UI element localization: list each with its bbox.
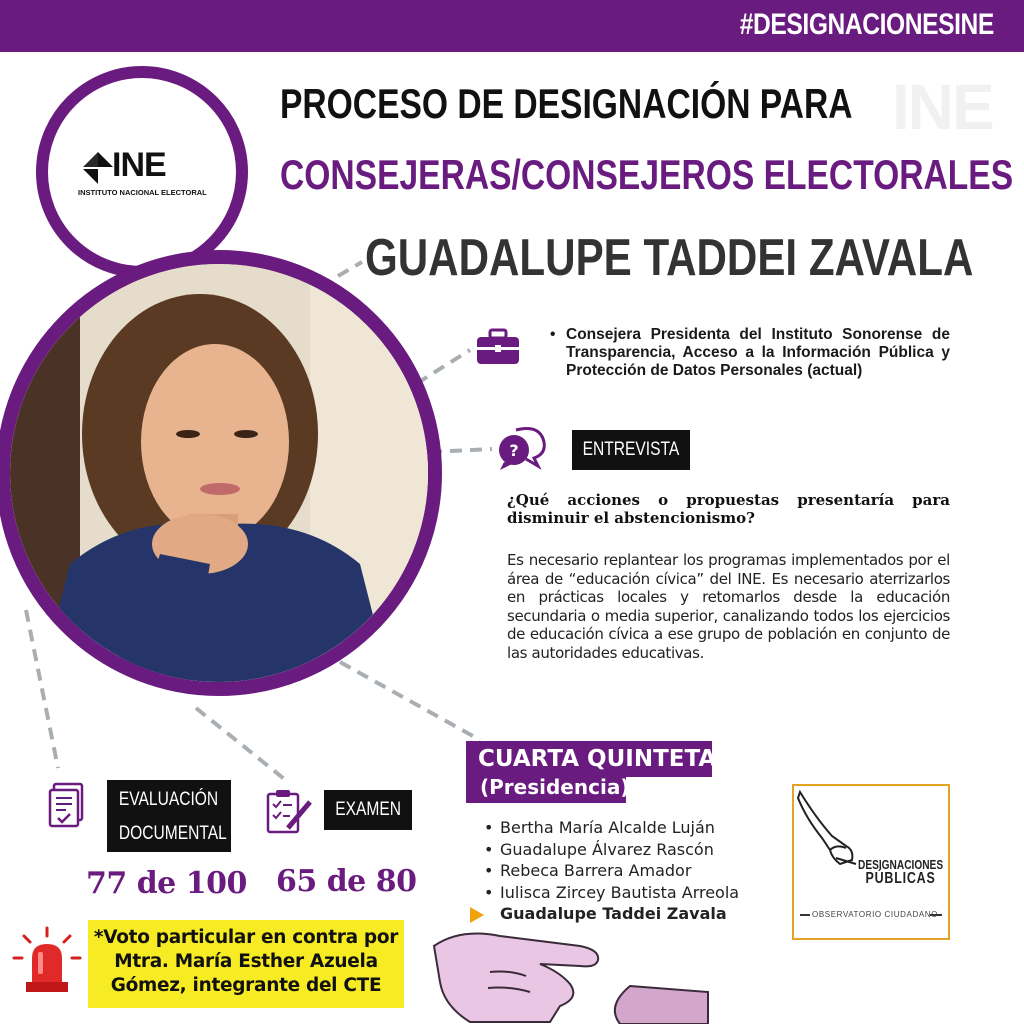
career-item: • Consejera Presidenta del Instituto Sonorense de Transparencia, Acceso a la Información Pública y Protección de Datos Personales (actual) <box>548 326 950 380</box>
document-check-icon <box>46 782 88 830</box>
interview-label: ENTREVISTA <box>572 430 690 470</box>
list-item: • Rebeca Barrera Amador <box>482 860 739 882</box>
list-item-current: Guadalupe Taddei Zavala <box>482 903 739 925</box>
exam-score: 65 de 80 <box>276 864 417 899</box>
interview-answer: Es necesario replantear los programas implementados por el área de “educación cívica” del INE. Es necesario aterrizarlos en prácticas locales y retomarlos desde la educación secundaria o media superior, canalizando todos los ejercicios de educación cívica a ese grupo de población en conjunto de las autoridades educativas. <box>507 551 950 662</box>
ine-logo-subtitle: INSTITUTO NACIONAL ELECTORAL <box>78 188 207 197</box>
quinteta-subtitle: (Presidencia) <box>466 773 626 803</box>
svg-text:?: ? <box>509 441 519 460</box>
quinteta-title: CUARTA QUINTETA <box>466 741 712 777</box>
interview-question: ¿Qué acciones o propuestas presentaría para disminuir el abstencionismo? <box>507 491 950 527</box>
list-item: • Iulisca Zircey Bautista Arreola <box>482 882 739 904</box>
briefcase-icon <box>475 328 521 366</box>
hand-ballot-icon <box>796 788 866 868</box>
title-line-1: PROCESO DE DESIGNACIÓN PARA <box>280 80 853 127</box>
divider <box>800 914 810 916</box>
exam-label: EXAMEN <box>324 790 412 830</box>
quinteta-members <box>482 817 739 925</box>
evaluation-score: 77 de 100 <box>86 866 247 901</box>
dissent-note: *Voto particular en contra por Mtra. María Esther Azuela Gómez, integrante del CTE <box>88 920 404 1008</box>
list-item: • Guadalupe Álvarez Rascón <box>482 839 739 861</box>
observatory-title: DESIGNACIONES PÚBLICAS <box>858 857 944 887</box>
siren-icon <box>10 926 84 996</box>
evaluation-label: EVALUACIÓN DOCUMENTAL <box>107 780 231 852</box>
list-item: • Bertha María Alcalde Luján <box>482 817 739 839</box>
ine-watermark: INE <box>892 71 993 143</box>
ine-logo-text: INE <box>112 146 166 184</box>
candidate-photo <box>0 250 442 696</box>
title-line-2: CONSEJERAS/CONSEJEROS ELECTORALES <box>280 151 1014 198</box>
candidate-name: GUADALUPE TADDEI ZAVALA <box>365 229 974 287</box>
clipboard-pencil-icon <box>264 788 314 836</box>
hashtag: #DESIGNACIONESINE <box>739 8 994 41</box>
pointing-hand-icon <box>430 926 710 1024</box>
observatory-subtitle: OBSERVATORIO CIUDADANO <box>812 910 938 919</box>
question-bubble-icon <box>494 424 548 470</box>
